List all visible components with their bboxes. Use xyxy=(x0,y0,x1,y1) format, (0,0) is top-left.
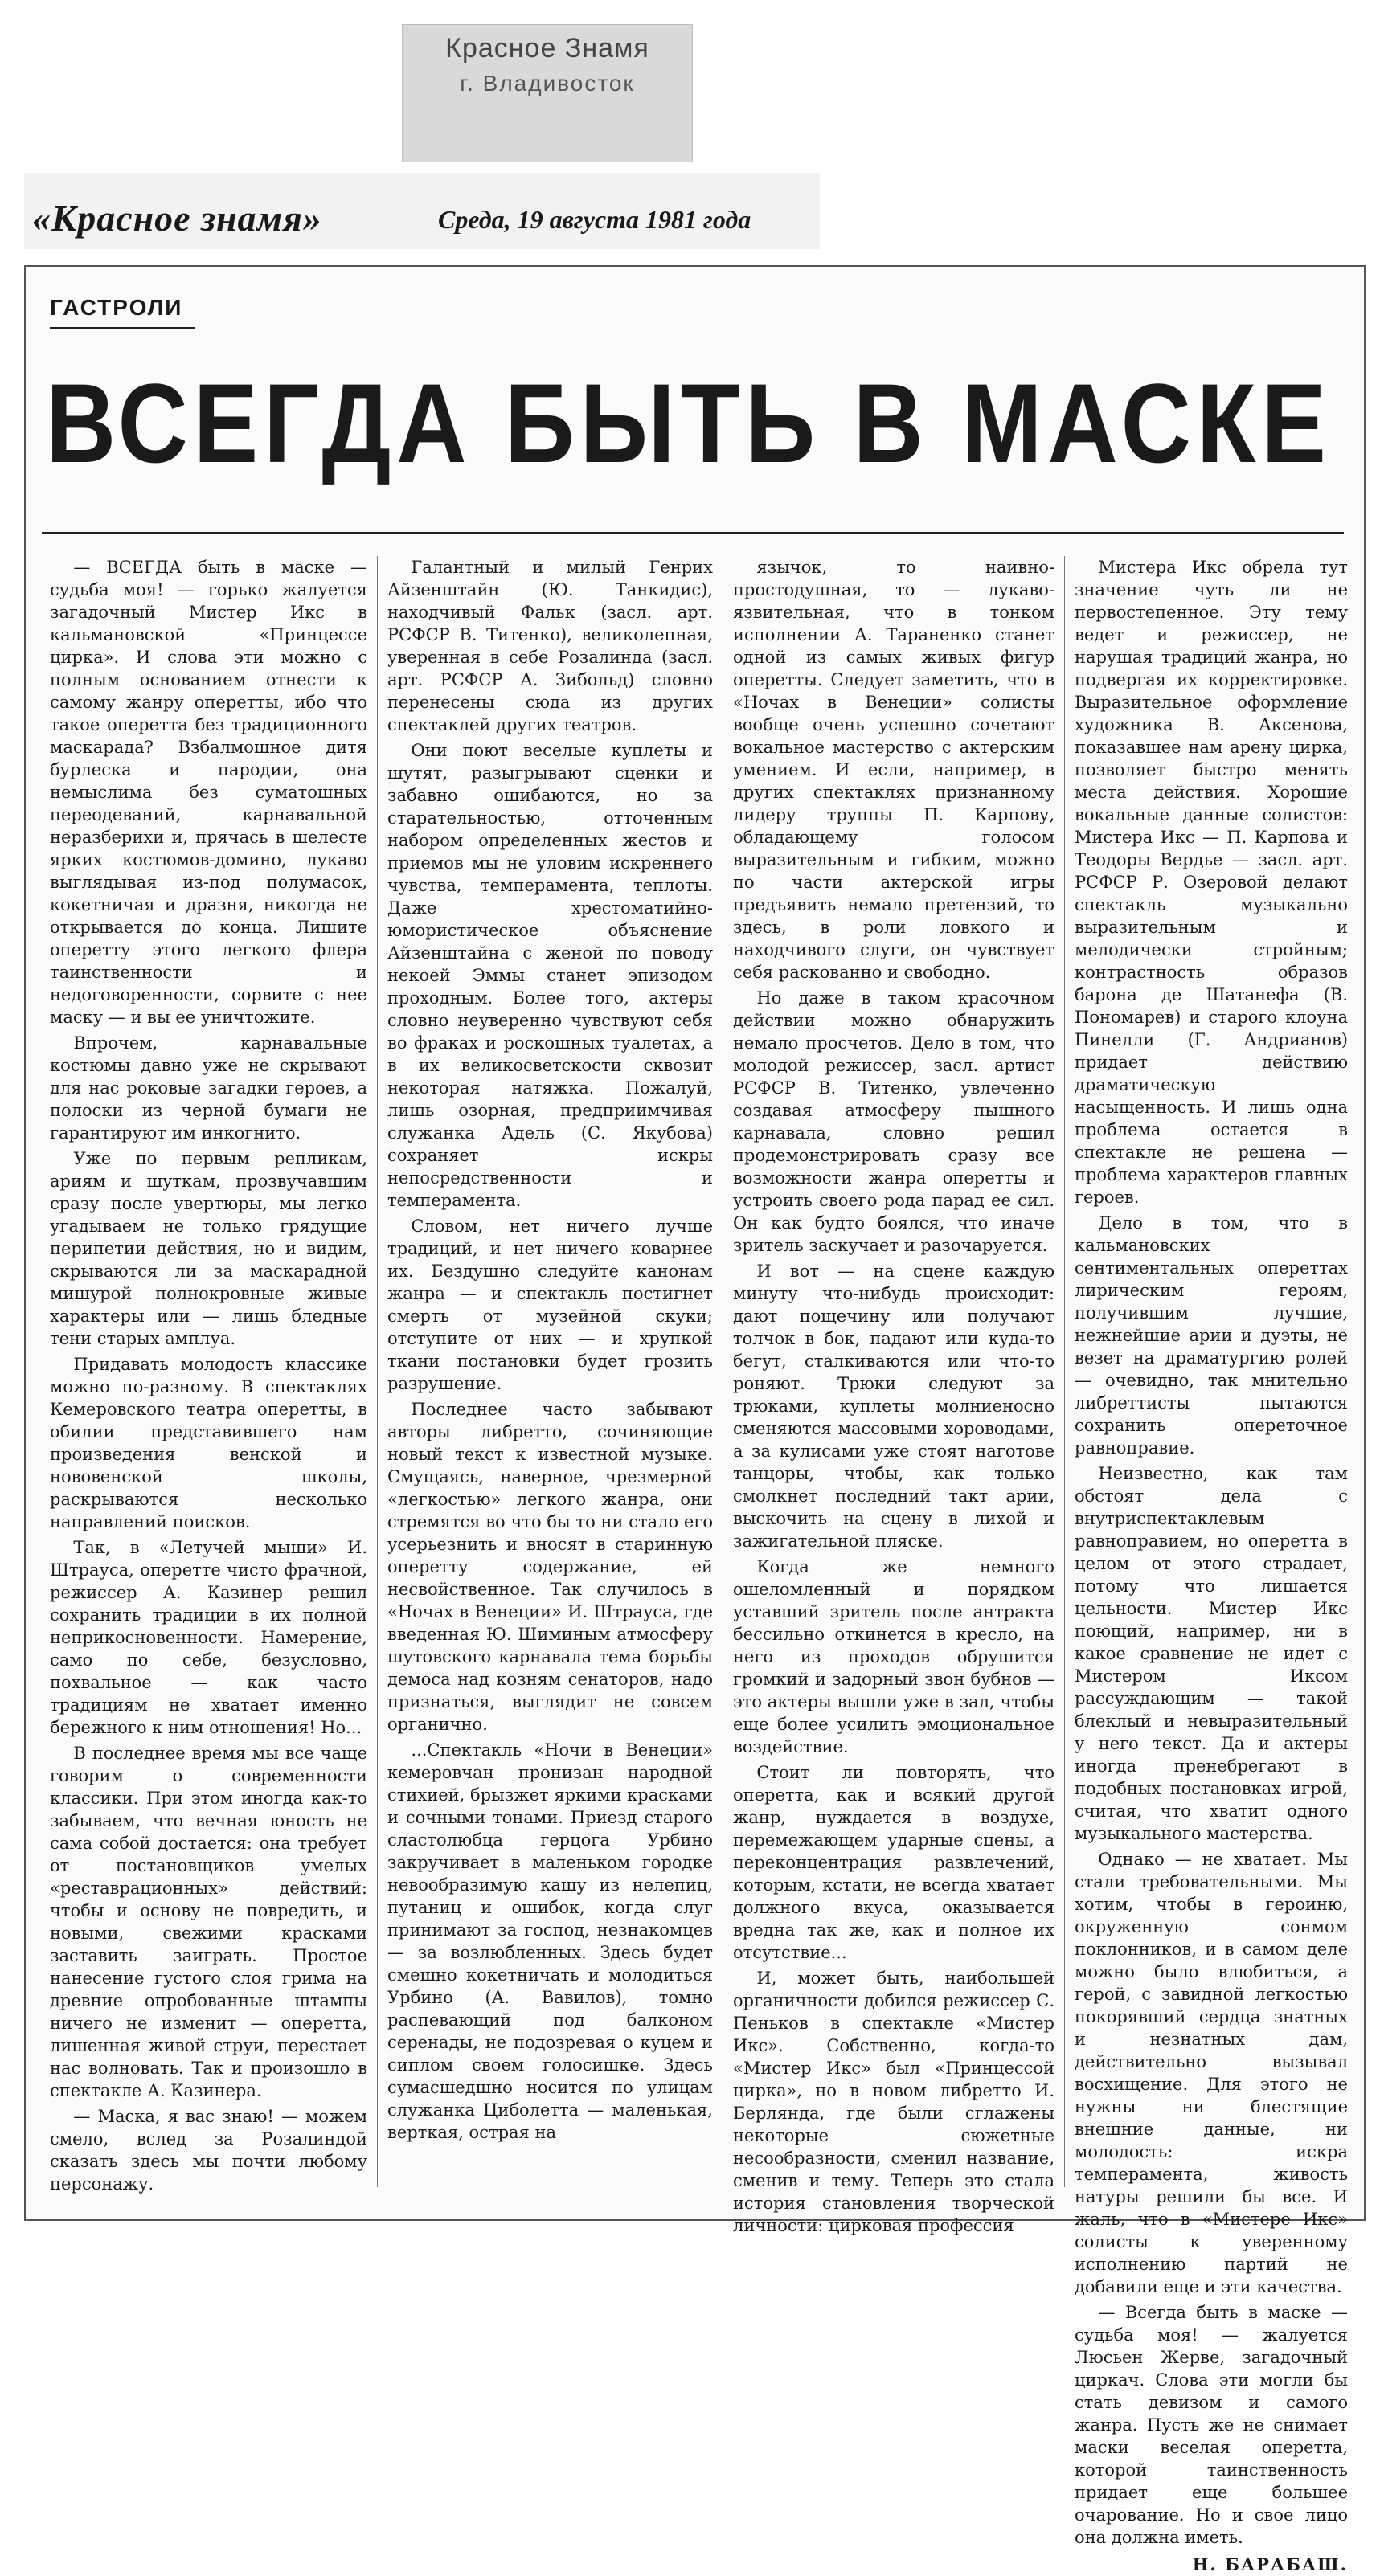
paragraph: — Всегда быть в маске — судьба моя! — жалуется Люсьен Жерве, загадочный циркач. Слова эти могли бы стать девизом и самого жанра. Пусть же не снимает маски веселая оперетта, которой таинственность придает еще большее очарование. Но и свое лицо она должна иметь. xyxy=(1075,2303,1348,2547)
column-4 xyxy=(1075,556,1348,2574)
paragraph: — ВСЕГДА быть в маске — судьба моя! — горько жалуется загадочный Мистер Икс в кальмановской «Принцессе цирка». И слова эти можно с полным основанием отнести к самому жанру оперетты, ибо что такое оперетта без традиционного маскарада? Взбалмошное дитя бурлеска и пародии, она немыслима без суматошных переодеваний, карнавальной неразберихи и, прячась в шелесте ярких костюмов-домино, лукаво выглядывая из-под полумасок, кокетничая и дразня, никогда не открывается до конца. Лишите оперетту этого легкого флера таинственности и недоговоренности, сорвите с нее маску — и вы ее уничтожите. xyxy=(50,558,367,1027)
paragraph: И вот — на сцене каждую минуту что-нибудь происходит: дают пощечину или получают толчок в бок, падают или куда-то бегут, сталкиваются или что-то роняют. Трюки следуют за трюками, куплеты молниеносно сменяются массовыми хороводами, а за кулисами уже стоят наготове танцоры, чтобы, как только смолкнет последний такт арии, выскочить на сцену в лихой и зажигательной пляске. xyxy=(733,1261,1054,1551)
issue-date: Среда, 19 августа 1981 года xyxy=(438,205,751,234)
column-divider xyxy=(1064,556,1065,2187)
paragraph: Уже по первым репликам, ариям и шуткам, прозвучавшим сразу после увертюры, мы легко угадываем не только грядущие перипетии действия, но и видим, скрываются ли за маскарадной мишурой полнокровные живые характеры или — лишь бледные тени старых амплуа. xyxy=(50,1149,367,1348)
library-stamp xyxy=(402,24,693,162)
headline: ВСЕГДА БЫТЬ В МАСКЕ xyxy=(46,360,1332,486)
paragraph: Последнее часто забывают авторы либретто, сочиняющие новый текст к известной музыке. Смущаясь, наверное, чрезмерной «легкостью» легкого жанра, они стремятся во что бы то ни стало его усерьезнить и вносят в старинную оперетту содержание, ей несвойственное. Так случилось в «Ночах в Венеции» И. Штрауса, где введенная Ю. Шиминым атмосферу шутовского карнавала тема борьбы демоса над козням сенаторов, надо признаться, выглядит не совсем органично. xyxy=(387,1400,713,1734)
paragraph: Словом, нет ничего лучше традиций, и нет ничего коварнее их. Бездушно следуйте канонам жанра — и спектакль постигнет смерть от музейной скуки; отступите от них — и хрупкой ткани постановки будет грозить разрушение. xyxy=(387,1216,713,1393)
stamp-city: г. Владивосток xyxy=(460,71,635,96)
paragraph: Стоит ли повторять, что оперетта, как и всякий другой жанр, нуждается в воздухе, перемежающем ударные сцены, а переконцентрация развлечений, которым, кстати, не всегда хватает должного вкуса, оказывается вредна так же, как и полное их отсутствие... xyxy=(733,1763,1054,1962)
column-2 xyxy=(387,556,713,2195)
column-3 xyxy=(733,556,1054,2235)
stamp-newspaper: Красное Знамя xyxy=(445,33,649,63)
paragraph: ...Спектакль «Ночи в Венеции» кемеровчан пронизан народной стихией, брызжет яркими красками и сочными тонами. Приезд старого сластолюбца герцога Урбино закручивает в маленьком городке невообразимую кашу из нелепиц, путаниц и ошибок, когда слуг принимают за господ, незнакомцев — за возлюбленных. Здесь будет смешно кокетничать и молодиться Урбино (А. Вавилов), томно распевающий под балконом серенады, не подозревая о куцем и сиплом своем голосишке. Здесь сумасшедшно носится по улицам служанка Циболетта — маленькая, верткая, острая на xyxy=(387,1740,713,2142)
paragraph: Дело в том, что в кальмановских сентиментальных опереттах лирическим героям, получившим лучшие, нежнейшие арии и дуэты, не везет на драматургию ролей — очевидно, так мнительно либреттисты пытаются сохранить опереточное равноправие. xyxy=(1075,1213,1348,1458)
paragraph: Но даже в таком красочном действии можно обнаружить немало просчетов. Дело в том, что молодой режиссер, засл. артист РСФСР В. Титенко, увлеченно создавая атмосферу пышного карнавала, словно решил продемонстрировать сразу все возможности жанра оперетты и устроить своего рода парад ее сил. Он как будто боялся, что иначе зритель заскучает и разочаруется. xyxy=(733,988,1054,1255)
rubric: ГАСТРОЛИ xyxy=(50,295,183,320)
paragraph: Однако — не хватает. Мы стали требовательными. Мы хотим, чтобы в героиню, окруженную сонмом поклонников, и в самом деле можно было влюбиться, а герой, с завидной легкостью покорявший сердца знатных и незнатных дам, действительно вызывал восхищение. Для этого не нужны ни блестящие внешние данные, ни молодость: искра темперамента, живость натуры решили бы все. И жаль, что в «Мистере Икс» солисты к уверенному исполнению партий не добавили еще и эти качества. xyxy=(1075,1850,1348,2296)
newspaper-name: «Красное знамя» xyxy=(32,198,322,239)
article-clipping xyxy=(24,265,1366,2574)
paragraph: Когда же немного ошеломленный и порядком уставший зритель после антракта бессильно откинется в кресло, на него из проходов обрушится громкий и задорный звон бубнов — это актеры вышли уже в зал, чтобы еще более усилить эмоциональное воздействие. xyxy=(733,1557,1054,1756)
paragraph: Придавать молодость классике можно по-разному. В спектаклях Кемеровского театра оперетты, в обилии представившего нам произведения венской и нововенской школы, раскрываются несколько направлений поисков. xyxy=(50,1355,367,1531)
column-divider xyxy=(377,556,378,2187)
column-1 xyxy=(50,556,367,2195)
column-4-body xyxy=(1075,556,1348,2549)
rubric-underline xyxy=(50,327,195,329)
paragraph: Они поют веселые куплеты и шутят, разыгрывают сценки и забавно ошибаются, но за старательностью, отточенным набором определенных жестов и приемов мы не уловим искреннего чувства, темперамента, теплоты. Даже хрестоматийно-юмористическое объяснение Айзенштайна с женой по поводу некоей Эммы станет эпизодом проходным. Более того, актеры словно неуверенно чувствуют себя во фраках и роскошных туалетах, а в их великосветскости сквозит некоторая натяжка. Пожалуй, лишь озорная, предприимчивая служанка Адель (С. Якубова) сохраняет искры непосредственности и темперамента. xyxy=(387,741,713,1210)
masthead xyxy=(24,173,820,249)
paragraph: — Маска, я вас знаю! — можем смело, вслед за Розалиндой сказать здесь мы почти любому персонажу. xyxy=(50,2107,367,2194)
paragraph: Так, в «Летучей мыши» И. Штрауса, оперетте чисто фрачной, режиссер А. Казинер решил сохранить традиции в их полной неприкосновенности. Намерение, само по себе, безусловно, похвальное — как часто традициям не хватает именно бережного к ним отношения! Но... xyxy=(50,1538,367,1737)
author-signature: Н. БАРАБАШ. xyxy=(1192,2554,1348,2574)
divider xyxy=(42,532,1344,534)
paragraph: язычок, то наивно-простодушная, то — лукаво-язвительная, что в тонком исполнении А. Тараненко станет одной из самых живых фигур оперетты. Следует заметить, что в «Ночах в Венеции» солисты вообще очень успешно сочетают вокальное мастерство с актерским умением. И если, например, в других спектаклях признанному лидеру труппы П. Карпову, обладающему голосом выразительным и гибким, можно по части актерской игры предъявить немало претензий, то здесь, в роли ловкого и находчивого слуги, он чувствует себя раскованно и свободно. xyxy=(733,558,1054,982)
paragraph: Галантный и милый Генрих Айзенштайн (Ю. Танкидис), находчивый Фальк (засл. арт. РСФСР В. Титенко), великолепная, уверенная в себе Розалинда (засл. арт. РСФСР А. Зибольд) словно перенесены сюда из других спектаклей других театров. xyxy=(387,558,713,734)
paragraph: И, может быть, наибольшей органичности добился режиссер С. Пеньков в спектакле «Мистер Икс». Собственно, когда-то «Мистер Икс» был «Принцессой цирка», но в новом либретто И. Берлянда, где были сглажены некоторые сюжетные несообразности, сменил название, сменив и тему. Теперь это стала история становления творческой личности: цирковая профессия xyxy=(733,1969,1054,2235)
paragraph: Неизвестно, как там обстоят дела с внутриспектаклевым равноправием, но оперетта в целом от этого страдает, потому что лишается цельности. Мистер Икс поющий, например, ни в какое сравнение не идет с Мистером Иксом рассуждающим — такой блеклый и невыразительный у него текст. Да и актеры иногда пренебрегают в подобных постановках игрой, считая, что хватит одного музыкального мастерства. xyxy=(1075,1464,1348,1843)
paragraph: В последнее время мы все чаще говорим о современности классики. При этом иногда как-то забываем, что вечная юность не сама собой достается: она требует от постановщиков умелых «реставрационных» действий: чтобы и основу не повредить, и новыми, свежими красками заставить заиграть. Простое нанесение густого слоя грима на древние опробованные штампы ничего не изменит — оперетта, лишенная живой струи, перестает нас волновать. Так и произошло в спектакле А. Казинера. xyxy=(50,1744,367,2100)
paragraph: Мистера Икс обрела тут значение чуть ли не первостепенное. Эту тему ведет и режиссер, не нарушая традиций жанра, но подвергая их корректировке. Выразительное оформление художника В. Аксенова, показавшее нам арену цирка, позволяет быстро менять места действия. Хорошие вокальные данные солистов: Мистера Икс — П. Карпова и Теодоры Вердье — засл. арт. РСФСР Р. Озеровой делают спектакль музыкально выразительным и мелодически стройным; контрастность образов барона де Шатанефа (В. Пономарев) и старого клоуна Пинелли (Г. Андрианов) придает действию драматическую насыщенность. И лишь одна проблема остается в спектакле не решена — проблема характеров главных героев. xyxy=(1075,558,1348,1207)
paragraph: Впрочем, карнавальные костюмы давно уже не скрывают для нас роковые загадки героев, а полоски из черной бумаги не гарантируют им инкогнито. xyxy=(50,1033,367,1143)
